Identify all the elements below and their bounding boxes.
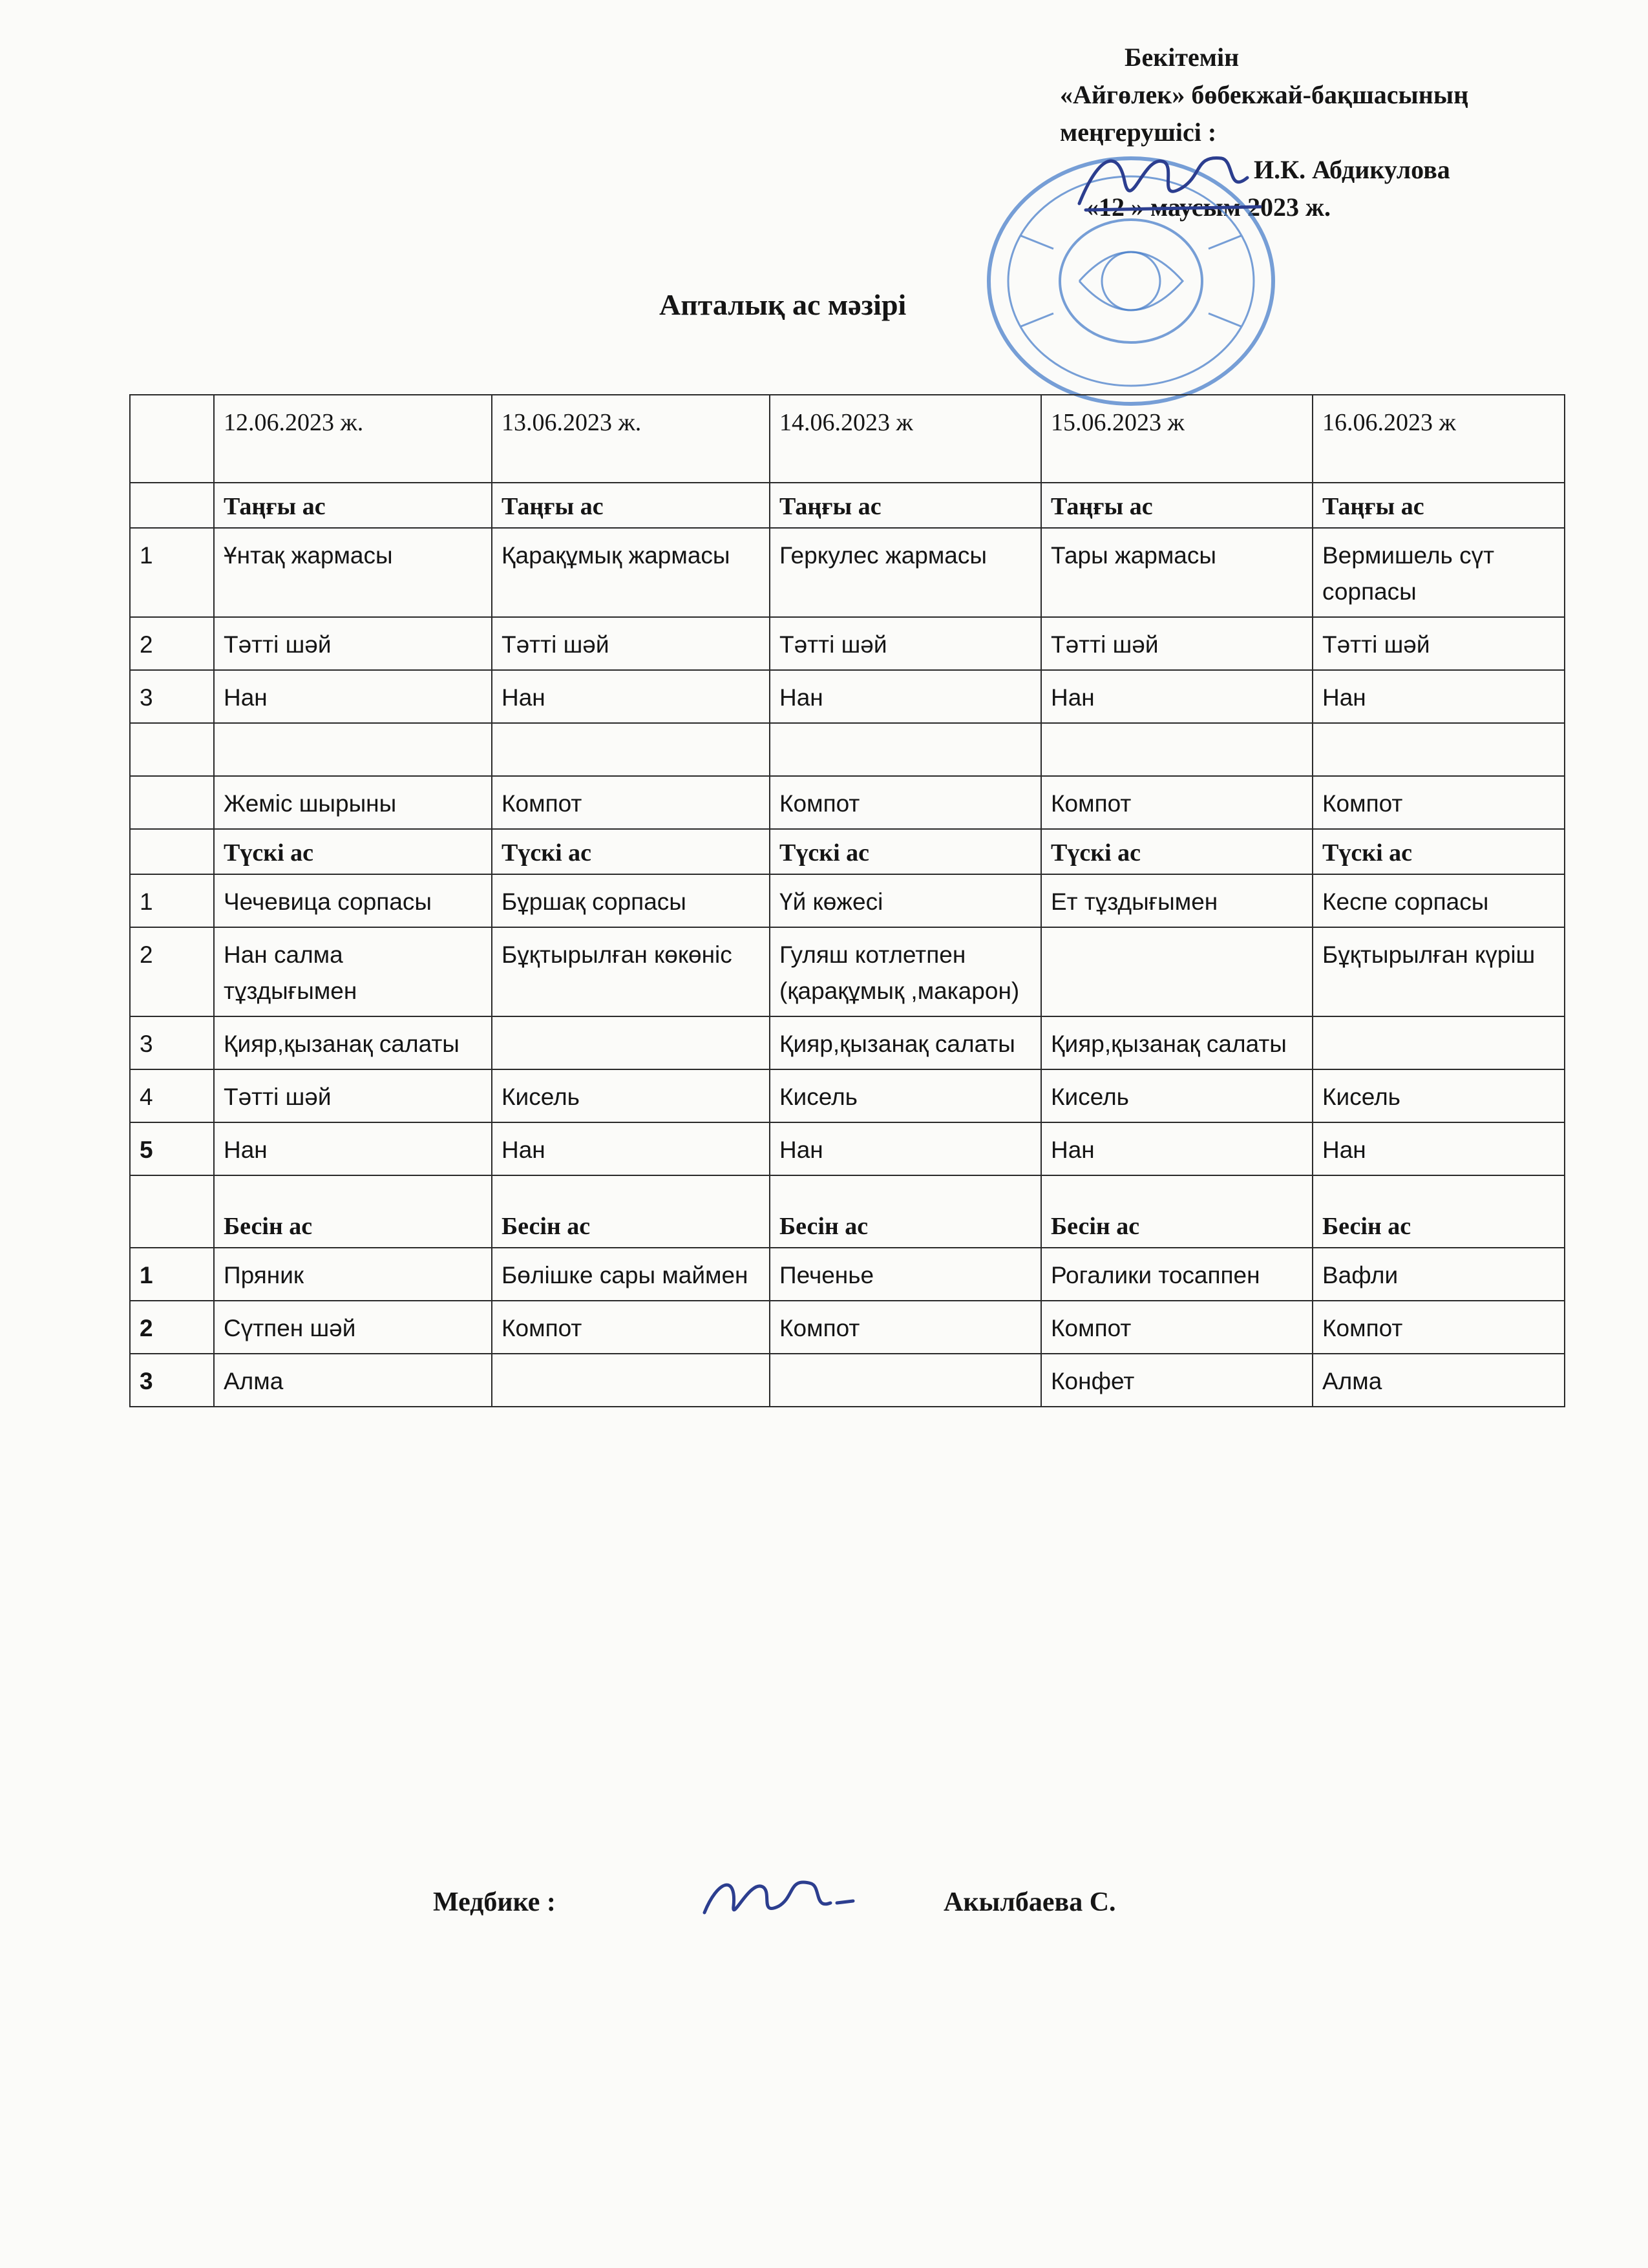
- approval-heading: Бекітемін: [1125, 43, 1240, 72]
- row-number: 5: [130, 1122, 214, 1175]
- menu-item-cell: [1313, 1016, 1565, 1069]
- breakfast-header-row: [130, 483, 1565, 528]
- menu-item-cell: Ет тұздығымен: [1041, 874, 1313, 927]
- snack-header-row: [130, 1175, 1565, 1248]
- lunch-header-cell: Түскі ас: [1041, 829, 1313, 874]
- menu-item-cell: Кеспе сорпасы: [1313, 874, 1565, 927]
- menu-item-cell: Нан: [492, 670, 770, 723]
- menu-item-cell: Рогалики тосаппен: [1041, 1248, 1313, 1301]
- row-number: [130, 723, 214, 776]
- menu-item-cell: Қияр,қызанақ салаты: [214, 1016, 492, 1069]
- table-row: [130, 528, 1565, 617]
- menu-item-cell: Кисель: [492, 1069, 770, 1122]
- lunch-header-cell: Түскі ас: [492, 829, 770, 874]
- menu-item-cell: Кисель: [1041, 1069, 1313, 1122]
- menu-item-cell: Нан: [492, 1122, 770, 1175]
- row-number: 3: [130, 1354, 214, 1407]
- nurse-signature: [698, 1861, 866, 1932]
- menu-item-cell: Нан: [770, 670, 1041, 723]
- menu-item-cell: Компот: [1313, 1301, 1565, 1354]
- menu-item-cell: Нан: [1313, 670, 1565, 723]
- snack-header-cell: Бесін ас: [492, 1175, 770, 1248]
- menu-item-cell: Компот: [1041, 776, 1313, 829]
- table-row: [130, 874, 1565, 927]
- row-number: 3: [130, 1016, 214, 1069]
- row-number: [130, 776, 214, 829]
- menu-item-cell: Нан: [214, 670, 492, 723]
- menu-item-cell: Компот: [770, 1301, 1041, 1354]
- date-cell: 16.06.2023 ж: [1313, 395, 1565, 483]
- menu-item-cell: Тәтті шәй: [492, 617, 770, 670]
- menu-item-cell: Кисель: [770, 1069, 1041, 1122]
- menu-item-cell: [492, 1354, 770, 1407]
- menu-item-cell: Компот: [1041, 1301, 1313, 1354]
- row-number: 1: [130, 874, 214, 927]
- menu-item-cell: Бұқтырылған көкөніс: [492, 927, 770, 1016]
- director-signature: [1073, 142, 1267, 226]
- approval-director-name: И.К. Абдикулова: [1254, 155, 1450, 184]
- menu-item-cell: Вафли: [1313, 1248, 1565, 1301]
- row-number: 2: [130, 617, 214, 670]
- row-number: 2: [130, 927, 214, 1016]
- table-row: [130, 617, 1565, 670]
- menu-item-cell: Сүтпен шәй: [214, 1301, 492, 1354]
- menu-item-cell: Чечевица сорпасы: [214, 874, 492, 927]
- menu-item-cell: Компот: [492, 776, 770, 829]
- menu-item-cell: Тары жармасы: [1041, 528, 1313, 617]
- menu-item-cell: Тәтті шәй: [214, 1069, 492, 1122]
- menu-item-cell: [770, 723, 1041, 776]
- row-number: 3: [130, 670, 214, 723]
- approval-org: «Айгөлек» бөбекжай-бақшасының: [1060, 80, 1469, 109]
- lunch-header-row: [130, 829, 1565, 874]
- section-number-cell: [130, 829, 214, 874]
- menu-item-cell: Гуляш котлетпен (қарақұмық ,макарон): [770, 927, 1041, 1016]
- table-row: [130, 1069, 1565, 1122]
- menu-item-cell: Компот: [770, 776, 1041, 829]
- menu-item-cell: [770, 1354, 1041, 1407]
- table-row: [130, 670, 1565, 723]
- menu-item-cell: Қияр,қызанақ салаты: [770, 1016, 1041, 1069]
- nurse-name: Акылбаева С.: [944, 1887, 1116, 1917]
- menu-item-cell: Нан: [1041, 670, 1313, 723]
- menu-item-cell: [492, 1016, 770, 1069]
- menu-item-cell: Тәтті шәй: [214, 617, 492, 670]
- section-number-cell: [130, 483, 214, 528]
- menu-item-cell: Бөлішке сары маймен: [492, 1248, 770, 1301]
- table-row: [130, 776, 1565, 829]
- menu-item-cell: Қарақұмық жармасы: [492, 528, 770, 617]
- row-number: 1: [130, 1248, 214, 1301]
- menu-item-cell: Вермишель сүт сорпасы: [1313, 528, 1565, 617]
- document-title: Апталық ас мәзірі: [659, 288, 907, 321]
- menu-item-cell: Тәтті шәй: [770, 617, 1041, 670]
- menu-item-cell: Жеміс шырыны: [214, 776, 492, 829]
- menu-item-cell: Тәтті шәй: [1041, 617, 1313, 670]
- menu-item-cell: Нан: [1041, 1122, 1313, 1175]
- breakfast-header-cell: Таңғы ас: [1041, 483, 1313, 528]
- nurse-label: Медбике :: [433, 1887, 556, 1917]
- lunch-header-cell: Түскі ас: [1313, 829, 1565, 874]
- approval-position: меңгерушісі :: [1060, 118, 1217, 147]
- menu-item-cell: [1313, 723, 1565, 776]
- menu-item-cell: Бұршақ сорпасы: [492, 874, 770, 927]
- lunch-header-cell: Түскі ас: [214, 829, 492, 874]
- row-number: 2: [130, 1301, 214, 1354]
- section-number-cell: [130, 1175, 214, 1248]
- menu-item-cell: Конфет: [1041, 1354, 1313, 1407]
- table-row: [130, 1248, 1565, 1301]
- date-cell: 15.06.2023 ж: [1041, 395, 1313, 483]
- menu-item-cell: [492, 723, 770, 776]
- dates-row: [130, 395, 1565, 483]
- menu-item-cell: Қияр,қызанақ салаты: [1041, 1016, 1313, 1069]
- snack-header-cell: Бесін ас: [1041, 1175, 1313, 1248]
- menu-item-cell: [214, 723, 492, 776]
- approval-date: «12 » маусым 2023 ж.: [1086, 193, 1331, 222]
- menu-item-cell: Нан: [214, 1122, 492, 1175]
- table-row: [130, 927, 1565, 1016]
- snack-header-cell: Бесін ас: [770, 1175, 1041, 1248]
- breakfast-header-cell: Таңғы ас: [1313, 483, 1565, 528]
- menu-item-cell: Ұнтақ жармасы: [214, 528, 492, 617]
- table-row: [130, 1301, 1565, 1354]
- menu-item-cell: Печенье: [770, 1248, 1041, 1301]
- menu-item-cell: Тәтті шәй: [1313, 617, 1565, 670]
- snack-header-cell: Бесін ас: [214, 1175, 492, 1248]
- menu-item-cell: Үй көжесі: [770, 874, 1041, 927]
- menu-item-cell: Кисель: [1313, 1069, 1565, 1122]
- breakfast-header-cell: Таңғы ас: [492, 483, 770, 528]
- row-number: 1: [130, 528, 214, 617]
- menu-item-cell: Компот: [492, 1301, 770, 1354]
- menu-item-cell: Нан: [770, 1122, 1041, 1175]
- menu-item-cell: Нан: [1313, 1122, 1565, 1175]
- menu-item-cell: Алма: [214, 1354, 492, 1407]
- menu-item-cell: Пряник: [214, 1248, 492, 1301]
- row-number: 4: [130, 1069, 214, 1122]
- menu-item-cell: [1041, 927, 1313, 1016]
- date-cell: 14.06.2023 ж: [770, 395, 1041, 483]
- menu-item-cell: [1041, 723, 1313, 776]
- menu-item-cell: Алма: [1313, 1354, 1565, 1407]
- breakfast-header-cell: Таңғы ас: [770, 483, 1041, 528]
- corner-cell: [130, 395, 214, 483]
- table-row: [130, 723, 1565, 776]
- menu-item-cell: Бұқтырылған күріш: [1313, 927, 1565, 1016]
- lunch-header-cell: Түскі ас: [770, 829, 1041, 874]
- date-cell: 13.06.2023 ж.: [492, 395, 770, 483]
- table-row: [130, 1354, 1565, 1407]
- menu-item-cell: Геркулес жармасы: [770, 528, 1041, 617]
- weekly-menu-table: [129, 394, 1565, 1407]
- menu-item-cell: Нан салма тұздығымен: [214, 927, 492, 1016]
- snack-header-cell: Бесін ас: [1313, 1175, 1565, 1248]
- table-row: [130, 1122, 1565, 1175]
- table-row: [130, 1016, 1565, 1069]
- menu-item-cell: Компот: [1313, 776, 1565, 829]
- breakfast-header-cell: Таңғы ас: [214, 483, 492, 528]
- date-cell: 12.06.2023 ж.: [214, 395, 492, 483]
